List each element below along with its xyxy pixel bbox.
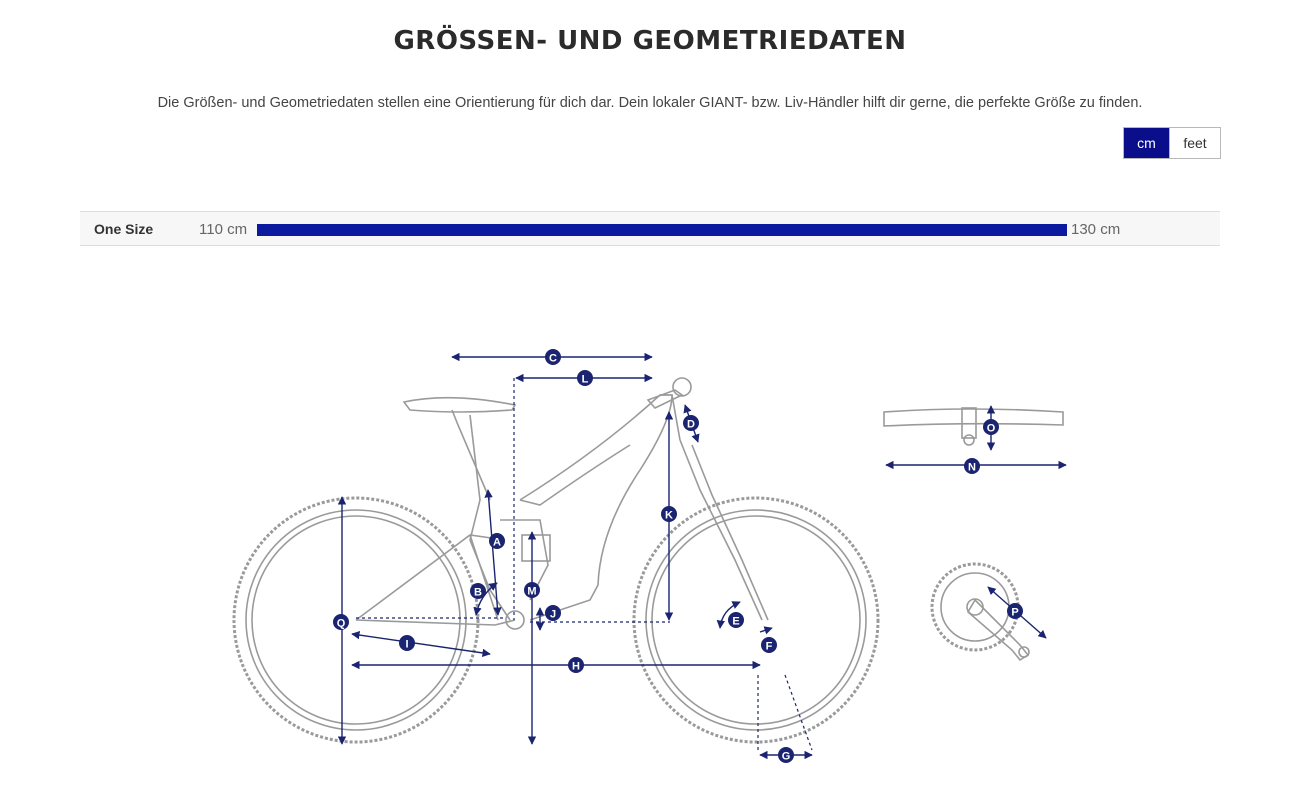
marker-o[interactable] [983,419,999,435]
svg-text:I: I [405,638,409,651]
marker-j[interactable] [545,605,561,621]
svg-text:K: K [665,509,673,522]
marker-m[interactable] [524,582,540,598]
marker-q[interactable] [333,614,349,630]
unit-feet-button[interactable]: feet [1169,128,1220,158]
bike-geometry-diagram [0,260,1311,786]
svg-text:N: N [968,461,976,474]
size-min-height: 110 cm [199,221,248,238]
svg-text:O: O [986,422,996,435]
svg-text:A: A [493,536,501,549]
marker-i[interactable] [399,635,415,651]
page-title: GRÖSSEN- UND GEOMETRIEDATEN [393,26,907,56]
svg-text:G: G [781,750,791,763]
svg-text:M: M [527,585,537,598]
svg-text:E: E [732,615,740,628]
bike-illustration [234,378,878,742]
marker-b[interactable] [470,583,486,599]
svg-text:J: J [549,608,557,621]
marker-c[interactable] [545,349,561,365]
marker-a[interactable] [489,533,505,549]
svg-text:P: P [1011,606,1019,619]
svg-text:H: H [572,660,580,673]
marker-h[interactable] [568,657,584,673]
size-range-bar [257,224,1067,236]
marker-k[interactable] [661,506,677,522]
marker-l[interactable] [577,370,593,386]
marker-p[interactable] [1007,603,1023,619]
size-row [80,211,1220,246]
size-label: One Size [94,221,154,237]
svg-text:L: L [581,373,589,386]
svg-text:C: C [549,352,557,365]
marker-f[interactable] [761,637,777,653]
svg-text:Q: Q [336,617,346,630]
page-subtitle: Die Größen- und Geometriedaten stellen eine Orientierung für dich dar. Dein lokaler GIANT- bzw. Liv-Händler hilft dir gerne, die perfekte Größe zu finden. [157,95,1143,111]
marker-g[interactable] [778,747,794,763]
size-max-height: 130 cm [1071,221,1121,238]
svg-text:B: B [474,586,482,599]
unit-cm-button[interactable]: cm [1124,128,1169,158]
unit-toggle [1123,127,1221,159]
svg-text:D: D [687,418,695,431]
marker-d[interactable] [683,415,699,431]
marker-n[interactable] [964,458,980,474]
marker-e[interactable] [728,612,744,628]
handlebar-illustration [884,408,1063,445]
svg-text:F: F [765,640,773,653]
